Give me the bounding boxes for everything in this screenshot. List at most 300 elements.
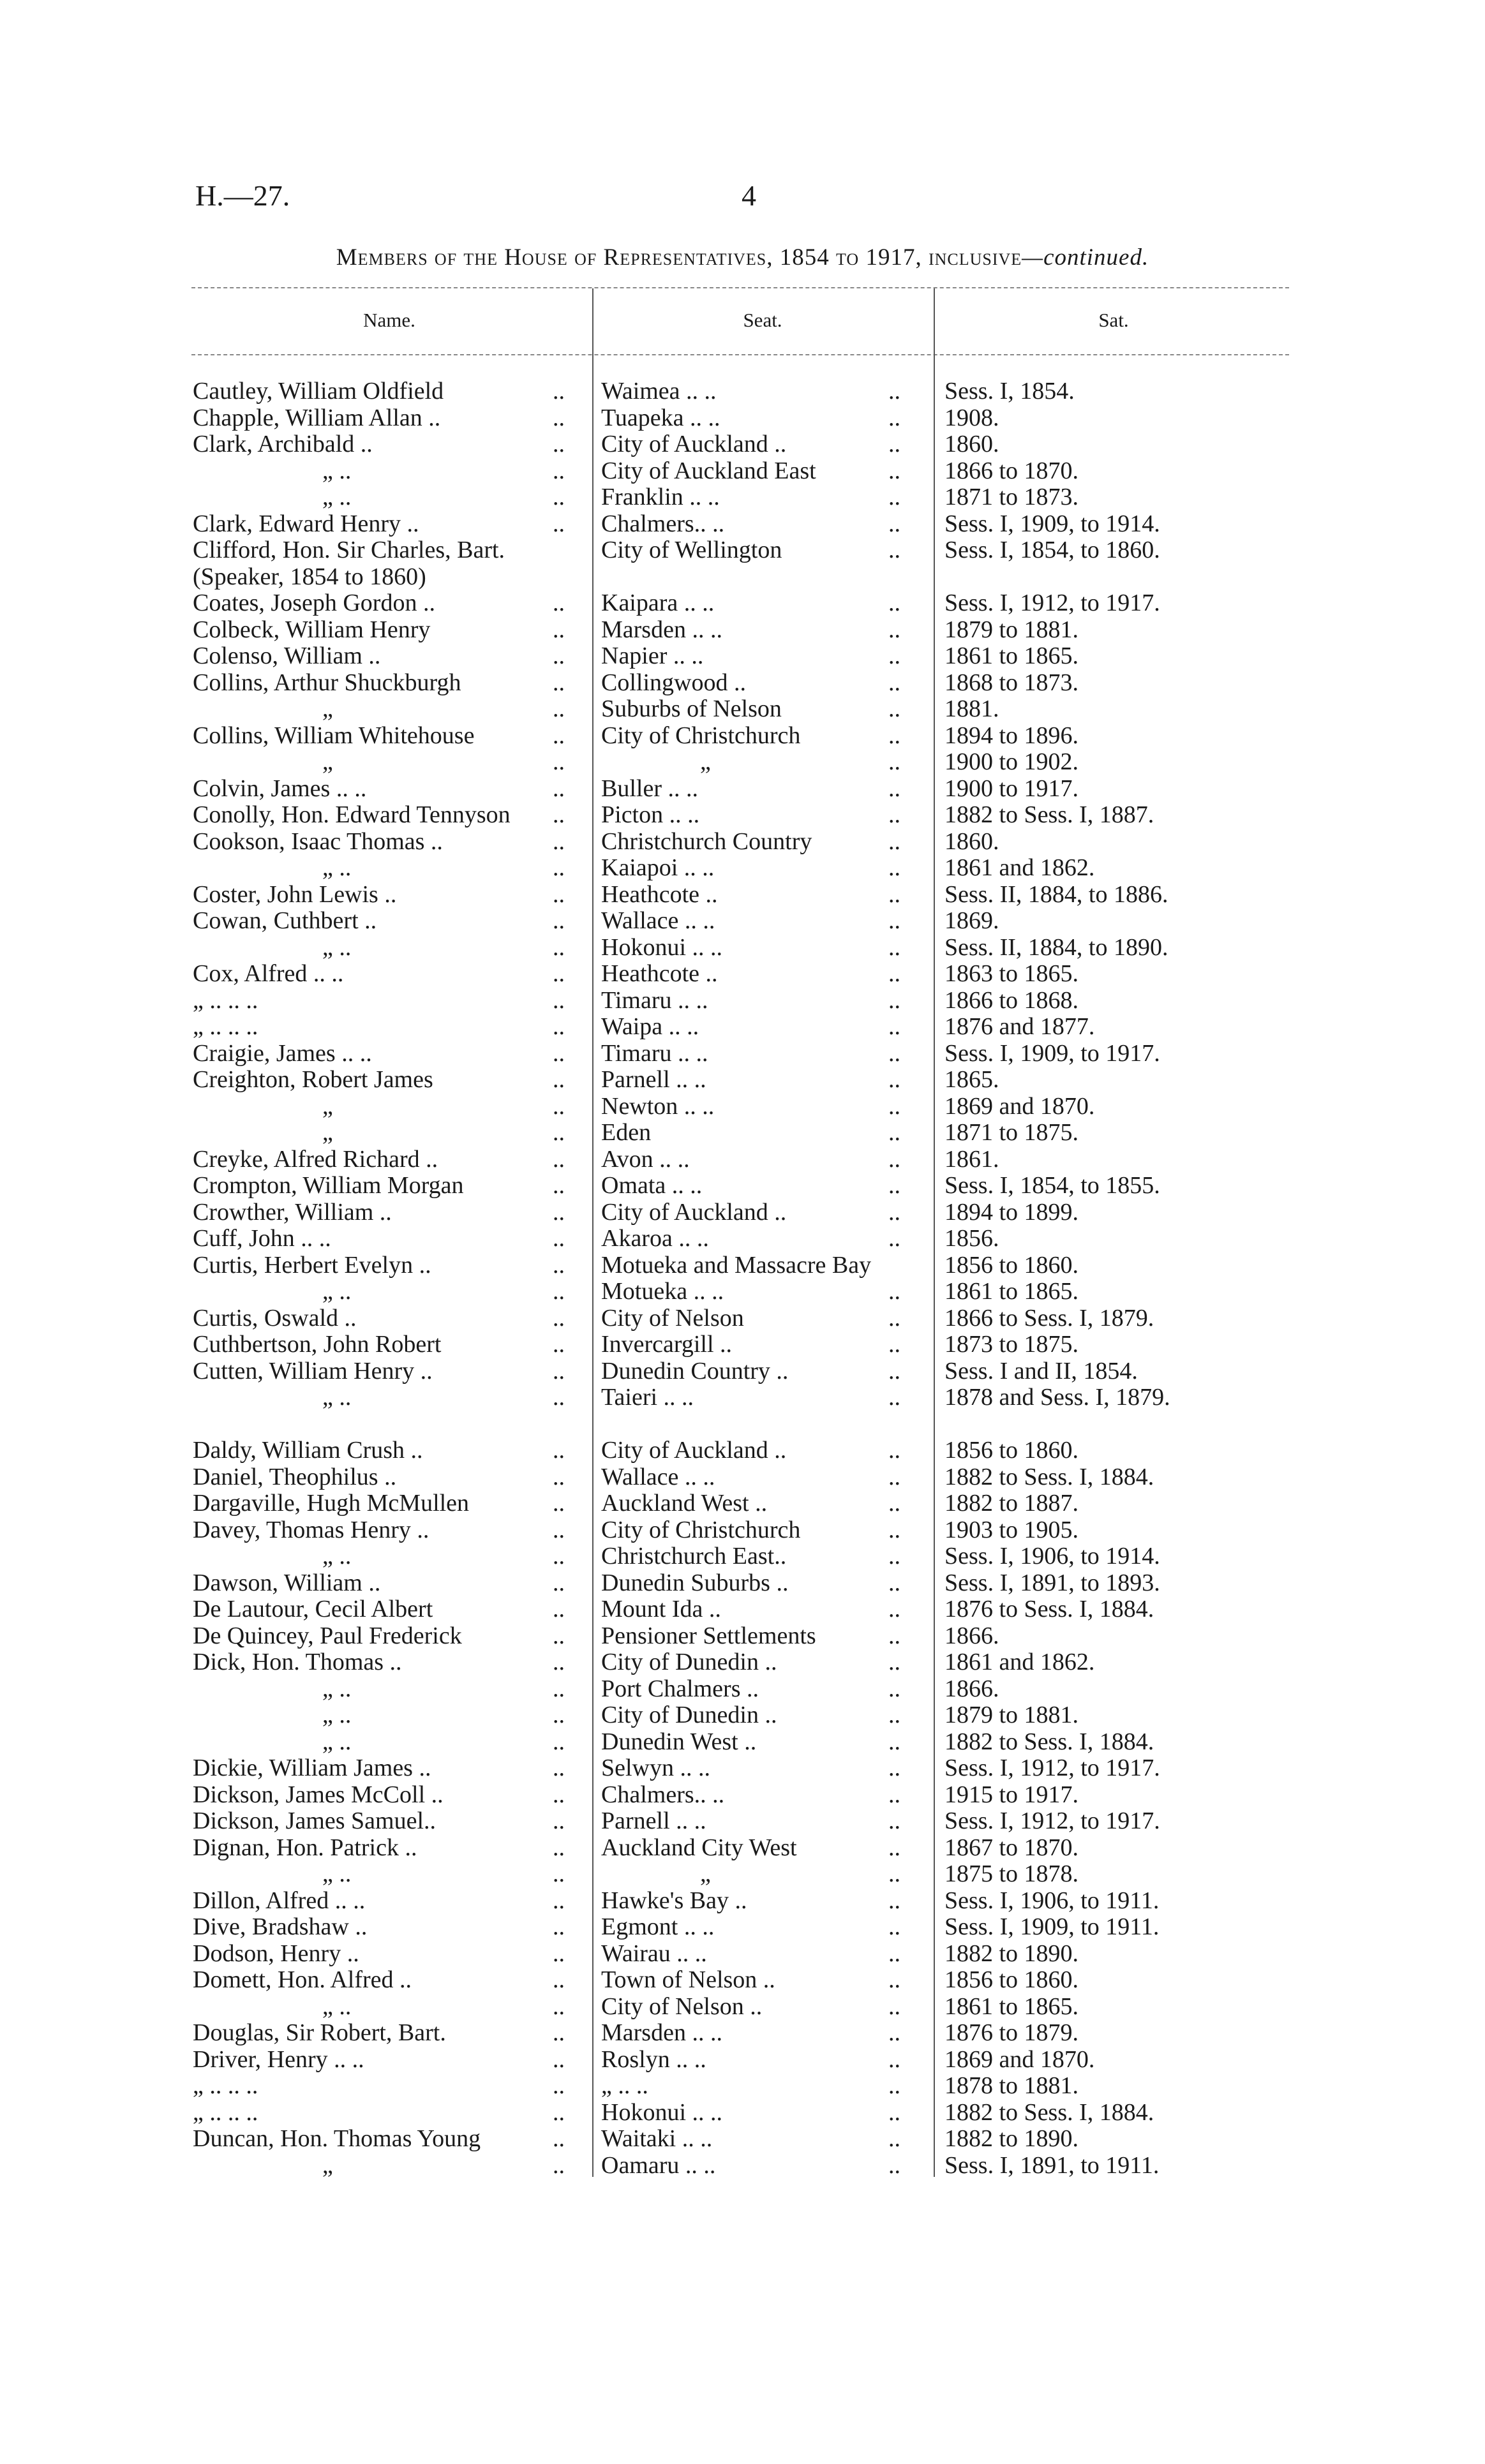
name-leader-dots: .. xyxy=(553,1622,565,1649)
sat-period: 1900 to 1902. xyxy=(944,748,1079,775)
sat-period: Sess. I, 1906, to 1914. xyxy=(944,1543,1160,1570)
name-leader-dots: .. xyxy=(553,1913,565,1940)
table-row xyxy=(0,1755,1485,1782)
table-row xyxy=(0,749,1485,776)
sat-period: 1882 to 1890. xyxy=(944,2125,1079,2152)
member-name: Dawson, William .. xyxy=(193,1569,381,1596)
members-table xyxy=(0,378,1485,2179)
table-row xyxy=(0,2126,1485,2153)
seat-leader-dots: .. xyxy=(888,854,900,881)
name-leader-dots: .. xyxy=(553,1304,565,1332)
sat-period: Sess. I, 1891, to 1893. xyxy=(944,1569,1160,1596)
table-row xyxy=(0,1041,1485,1067)
name-leader-dots: .. xyxy=(553,1039,565,1067)
seat-leader-dots: .. xyxy=(888,537,900,563)
table-row xyxy=(0,1120,1485,1147)
seat-leader-dots: .. xyxy=(888,960,900,987)
name-leader-dots: .. xyxy=(553,484,565,510)
seat-name: Chalmers.. .. xyxy=(601,1781,725,1808)
seat-name: Dunedin West .. xyxy=(601,1728,757,1755)
member-name: „ .. xyxy=(322,933,352,961)
name-leader-dots: .. xyxy=(553,1013,565,1040)
sat-period: 1882 to Sess. I, 1887. xyxy=(944,801,1154,828)
seat-leader-dots: .. xyxy=(888,1728,900,1755)
name-leader-dots: .. xyxy=(553,1887,565,1914)
member-name: „ .. xyxy=(322,484,352,510)
member-name: „ xyxy=(322,1119,333,1146)
title-main: Members of the House of Representatives, 1854 to 1917, inclusive xyxy=(336,244,1022,271)
seat-leader-dots: .. xyxy=(888,1702,900,1728)
name-leader-dots: .. xyxy=(553,801,565,828)
table-row xyxy=(0,670,1485,697)
table-row xyxy=(0,643,1485,670)
name-leader-dots: .. xyxy=(553,590,565,616)
sat-period: 1856 to 1860. xyxy=(944,1251,1079,1279)
seat-leader-dots: .. xyxy=(888,1887,900,1914)
seat-name: Marsden .. .. xyxy=(601,616,722,643)
table-row xyxy=(0,1570,1485,1597)
table-row xyxy=(0,484,1485,511)
member-name: Clark, Edward Henry .. xyxy=(193,510,419,537)
table-row xyxy=(0,935,1485,961)
member-name: Colbeck, William Henry xyxy=(193,616,431,643)
table-row xyxy=(0,617,1485,644)
seat-leader-dots: .. xyxy=(888,933,900,961)
seat-leader-dots: .. xyxy=(888,1755,900,1781)
sat-period: 1882 to 1887. xyxy=(944,1490,1079,1517)
table-row xyxy=(0,1332,1485,1358)
document-reference: H.—27. xyxy=(195,179,290,212)
name-leader-dots: .. xyxy=(553,1225,565,1252)
table-row xyxy=(0,2073,1485,2100)
seat-name: Omata .. .. xyxy=(601,1172,703,1199)
sat-period: Sess. I, 1912, to 1917. xyxy=(944,590,1160,616)
seat-leader-dots: .. xyxy=(888,1675,900,1702)
name-leader-dots: .. xyxy=(553,1172,565,1199)
member-name: Dickie, William James .. xyxy=(193,1755,431,1781)
seat-name: Waitaki .. .. xyxy=(601,2125,713,2152)
seat-name: Dunedin Country .. xyxy=(601,1357,789,1384)
sat-period: 1865. xyxy=(944,1066,999,1093)
seat-name: Heathcote .. xyxy=(601,880,718,908)
member-name: Dargaville, Hugh McMullen xyxy=(193,1490,470,1517)
member-name: Duncan, Hon. Thomas Young xyxy=(193,2125,481,2152)
member-name: „ .. .. .. xyxy=(193,2072,258,2099)
seat-leader-dots: .. xyxy=(888,1013,900,1040)
seat-leader-dots: .. xyxy=(888,828,900,855)
name-leader-dots: .. xyxy=(553,828,565,855)
member-name: Coster, John Lewis .. xyxy=(193,880,397,908)
name-leader-dots: .. xyxy=(553,669,565,696)
sat-period: 1856. xyxy=(944,1225,999,1252)
seat-leader-dots: .. xyxy=(888,378,900,404)
column-header-sat: Sat. xyxy=(1098,309,1129,331)
name-leader-dots: .. xyxy=(553,960,565,987)
name-leader-dots: .. xyxy=(553,1357,565,1384)
name-leader-dots: .. xyxy=(553,616,565,643)
table-row xyxy=(0,1914,1485,1941)
seat-name: Waimea .. .. xyxy=(601,378,717,404)
seat-name: Selwyn .. .. xyxy=(601,1755,710,1781)
name-leader-dots: .. xyxy=(553,854,565,881)
member-name: Dick, Hon. Thomas .. xyxy=(193,1649,402,1675)
seat-leader-dots: .. xyxy=(888,616,900,643)
member-name: „ .. xyxy=(322,1993,352,2020)
table-row xyxy=(0,2100,1485,2126)
member-name: „ .. xyxy=(322,457,352,484)
name-leader-dots: .. xyxy=(553,1251,565,1279)
seat-leader-dots: .. xyxy=(888,1066,900,1093)
member-name: Craigie, James .. .. xyxy=(193,1039,372,1067)
seat-leader-dots: .. xyxy=(888,1304,900,1332)
table-row xyxy=(0,1464,1485,1491)
sat-period: 1861 to 1865. xyxy=(944,1278,1079,1305)
seat-name: City of Wellington xyxy=(601,537,782,563)
sat-period: Sess. I, 1854, to 1855. xyxy=(944,1172,1160,1199)
seat-name: Hokonui .. .. xyxy=(601,933,722,961)
name-leader-dots: .. xyxy=(553,1993,565,2020)
seat-name: Collingwood .. xyxy=(601,669,746,696)
sat-period: 1856 to 1860. xyxy=(944,1966,1079,1993)
table-row xyxy=(0,1252,1485,1279)
member-name: Dignan, Hon. Patrick .. xyxy=(193,1834,417,1861)
name-leader-dots: .. xyxy=(553,775,565,802)
seat-name: City of Nelson xyxy=(601,1304,744,1332)
name-leader-dots: .. xyxy=(553,1463,565,1490)
seat-name: Town of Nelson .. xyxy=(601,1966,775,1993)
table-row xyxy=(0,1094,1485,1120)
member-name: Domett, Hon. Alfred .. xyxy=(193,1966,412,1993)
seat-name: City of Nelson .. xyxy=(601,1993,763,2020)
member-name: Clark, Archibald .. xyxy=(193,431,373,457)
sat-period: Sess. I, 1912, to 1917. xyxy=(944,1755,1160,1781)
table-row xyxy=(0,1941,1485,1968)
member-name: Daldy, William Crush .. xyxy=(193,1437,423,1464)
sat-period: 1882 to 1890. xyxy=(944,1940,1079,1967)
table-row xyxy=(0,1835,1485,1862)
page-number: 4 xyxy=(742,179,756,212)
sat-period: 1861 and 1862. xyxy=(944,854,1095,881)
seat-leader-dots: .. xyxy=(888,1331,900,1358)
name-leader-dots: .. xyxy=(553,457,565,484)
seat-name: Timaru .. .. xyxy=(601,1039,708,1067)
sat-period: 1915 to 1917. xyxy=(944,1781,1079,1808)
table-row xyxy=(0,1199,1485,1226)
seat-name: „ .. .. xyxy=(601,2072,648,2099)
name-leader-dots: .. xyxy=(553,1490,565,1517)
sat-period: 1861 to 1865. xyxy=(944,1993,1079,2020)
member-name: Chapple, William Allan .. xyxy=(193,404,441,431)
member-name: Curtis, Oswald .. xyxy=(193,1304,357,1332)
table-row xyxy=(0,1014,1485,1041)
sat-period: 1866. xyxy=(944,1675,999,1702)
name-leader-dots: .. xyxy=(553,431,565,457)
seat-leader-dots: .. xyxy=(888,1649,900,1675)
member-name: Coates, Joseph Gordon .. xyxy=(193,590,435,616)
seat-leader-dots: .. xyxy=(888,1622,900,1649)
name-leader-dots: .. xyxy=(553,907,565,934)
sat-period: 1876 and 1877. xyxy=(944,1013,1095,1040)
sat-period: 1878 and Sess. I, 1879. xyxy=(944,1384,1170,1411)
seat-leader-dots: .. xyxy=(888,1569,900,1596)
sat-period: 1860. xyxy=(944,431,999,457)
member-name: Cox, Alfred .. .. xyxy=(193,960,344,987)
seat-leader-dots: .. xyxy=(888,1384,900,1411)
seat-name: Wallace .. .. xyxy=(601,1463,715,1490)
seat-leader-dots: .. xyxy=(888,1993,900,2020)
seat-name: Pensioner Settlements xyxy=(601,1622,816,1649)
sat-period: 1876 to 1879. xyxy=(944,2019,1079,2046)
table-row xyxy=(0,1147,1485,1173)
name-leader-dots: .. xyxy=(553,722,565,749)
name-leader-dots: .. xyxy=(553,2019,565,2046)
seat-leader-dots: .. xyxy=(888,1145,900,1173)
name-leader-dots: .. xyxy=(553,1278,565,1305)
seat-leader-dots: .. xyxy=(888,590,900,616)
name-leader-dots: .. xyxy=(553,1834,565,1861)
table-row xyxy=(0,405,1485,432)
member-name: „ xyxy=(322,1092,333,1120)
member-name: Dodson, Henry .. xyxy=(193,1940,359,1967)
table-row xyxy=(0,1358,1485,1385)
sat-period: 1873 to 1875. xyxy=(944,1331,1079,1358)
seat-name: City of Christchurch xyxy=(601,722,801,749)
seat-name: Suburbs of Nelson xyxy=(601,695,782,722)
seat-leader-dots: .. xyxy=(888,695,900,722)
sat-period: 1875 to 1878. xyxy=(944,1860,1079,1887)
name-leader-dots: .. xyxy=(553,986,565,1014)
seat-leader-dots: .. xyxy=(888,907,900,934)
sat-period: 1876 to Sess. I, 1884. xyxy=(944,1596,1154,1622)
table-row xyxy=(0,537,1485,590)
seat-leader-dots: .. xyxy=(888,722,900,749)
table-row xyxy=(0,1437,1485,1464)
seat-name: Christchurch East.. xyxy=(601,1543,787,1570)
member-name: „ .. .. .. xyxy=(193,1013,258,1040)
seat-leader-dots: .. xyxy=(888,2125,900,2152)
member-name: Colenso, William .. xyxy=(193,642,381,669)
name-leader-dots: .. xyxy=(553,2151,565,2179)
seat-leader-dots: .. xyxy=(888,1119,900,1146)
seat-name: Taieri .. .. xyxy=(601,1384,694,1411)
sat-period: 1861 and 1862. xyxy=(944,1649,1095,1675)
table-row xyxy=(0,1490,1485,1517)
member-name: Driver, Henry .. .. xyxy=(193,2045,364,2073)
seat-leader-dots: .. xyxy=(888,1172,900,1199)
seat-name: Dunedin Suburbs .. xyxy=(601,1569,789,1596)
seat-name: Akaroa .. .. xyxy=(601,1225,709,1252)
seat-leader-dots: .. xyxy=(888,1092,900,1120)
seat-name: City of Christchurch xyxy=(601,1516,801,1543)
sat-period: 1869. xyxy=(944,907,999,934)
table-row xyxy=(0,1676,1485,1703)
member-note: (Speaker, 1854 to 1860) xyxy=(193,563,426,590)
table-row xyxy=(0,988,1485,1014)
table-row xyxy=(0,1067,1485,1094)
seat-name: Invercargill .. xyxy=(601,1331,733,1358)
page-title xyxy=(0,244,1485,271)
sat-period: 1894 to 1896. xyxy=(944,722,1079,749)
sat-period: Sess. I, 1909, to 1914. xyxy=(944,510,1160,537)
seat-leader-dots: .. xyxy=(888,775,900,802)
seat-name: Hokonui .. .. xyxy=(601,2098,722,2126)
name-leader-dots: .. xyxy=(553,2125,565,2152)
column-header-seat: Seat. xyxy=(743,309,782,331)
seat-leader-dots: .. xyxy=(888,1913,900,1940)
seat-name: Wallace .. .. xyxy=(601,907,715,934)
seat-leader-dots: .. xyxy=(888,404,900,431)
table-row xyxy=(0,882,1485,909)
sat-period: 1882 to Sess. I, 1884. xyxy=(944,1463,1154,1490)
member-name: Dillon, Alfred .. .. xyxy=(193,1887,366,1914)
seat-name: City of Dunedin .. xyxy=(601,1649,777,1675)
sat-period: 1908. xyxy=(944,404,999,431)
name-leader-dots: .. xyxy=(553,1569,565,1596)
table-row xyxy=(0,829,1485,856)
name-leader-dots: .. xyxy=(553,1807,565,1834)
seat-name: Heathcote .. xyxy=(601,960,718,987)
table-row xyxy=(0,1994,1485,2021)
name-leader-dots: .. xyxy=(553,1198,565,1226)
member-name: Cutten, William Henry .. xyxy=(193,1357,433,1384)
name-leader-dots: .. xyxy=(553,933,565,961)
sat-period: Sess. II, 1884, to 1890. xyxy=(944,933,1168,961)
member-name: Cowan, Cuthbert .. xyxy=(193,907,377,934)
seat-leader-dots: .. xyxy=(888,1596,900,1622)
name-leader-dots: .. xyxy=(553,1755,565,1781)
seat-name: Tuapeka .. .. xyxy=(601,404,720,431)
member-name: Daniel, Theophilus .. xyxy=(193,1463,397,1490)
sat-period: 1866 to 1868. xyxy=(944,986,1079,1014)
table-row xyxy=(0,1517,1485,1544)
seat-name: Napier .. .. xyxy=(601,642,704,669)
table-row xyxy=(0,1596,1485,1623)
name-leader-dots: .. xyxy=(553,1066,565,1093)
sat-period: 1860. xyxy=(944,828,999,855)
table-row xyxy=(0,1861,1485,1888)
member-name-main: Clifford, Hon. Sir Charles, Bart. xyxy=(193,537,505,563)
sat-period: 1879 to 1881. xyxy=(944,1702,1079,1728)
member-name: Crompton, William Morgan xyxy=(193,1172,464,1199)
sat-period: Sess. II, 1884, to 1886. xyxy=(944,880,1168,908)
name-leader-dots: .. xyxy=(553,1940,565,1967)
header-top-rule xyxy=(191,287,1289,288)
seat-leader-dots: .. xyxy=(888,748,900,775)
name-leader-dots: .. xyxy=(553,2072,565,2099)
table-row xyxy=(0,2047,1485,2074)
member-name: „ .. xyxy=(322,1543,352,1570)
name-leader-dots: .. xyxy=(553,1860,565,1887)
seat-leader-dots: .. xyxy=(888,510,900,537)
sat-period: 1894 to 1899. xyxy=(944,1198,1079,1226)
table-row xyxy=(0,1808,1485,1835)
seat-leader-dots: .. xyxy=(888,880,900,908)
name-leader-dots: .. xyxy=(553,1781,565,1808)
member-name: „ .. xyxy=(322,1278,352,1305)
sat-period: 1871 to 1873. xyxy=(944,484,1079,510)
seat-name: Kaipara .. .. xyxy=(601,590,715,616)
member-name: Creyke, Alfred Richard .. xyxy=(193,1145,438,1173)
seat-leader-dots: .. xyxy=(888,1543,900,1570)
member-name: Creighton, Robert James xyxy=(193,1066,433,1093)
sat-period: 1867 to 1870. xyxy=(944,1834,1079,1861)
member-name: Cookson, Isaac Thomas .. xyxy=(193,828,443,855)
sat-period: 1882 to Sess. I, 1884. xyxy=(944,1728,1154,1755)
seat-name: Oamaru .. .. xyxy=(601,2151,716,2179)
seat-leader-dots: .. xyxy=(888,1039,900,1067)
seat-leader-dots: .. xyxy=(888,1834,900,1861)
seat-leader-dots: .. xyxy=(888,1490,900,1517)
seat-name: Timaru .. .. xyxy=(601,986,708,1014)
member-name: Douglas, Sir Robert, Bart. xyxy=(193,2019,446,2046)
sat-period: Sess. I, 1912, to 1917. xyxy=(944,1807,1160,1834)
seat-name: City of Auckland .. xyxy=(601,1198,787,1226)
seat-name: Christchurch Country xyxy=(601,828,812,855)
seat-leader-dots: .. xyxy=(888,2045,900,2073)
seat-leader-dots: .. xyxy=(888,2151,900,2179)
seat-name: Egmont .. .. xyxy=(601,1913,715,1940)
seat-name: City of Auckland .. xyxy=(601,1437,787,1464)
seat-name: Marsden .. .. xyxy=(601,2019,722,2046)
seat-leader-dots: .. xyxy=(888,1357,900,1384)
table-row xyxy=(0,1226,1485,1252)
sat-period: 1863 to 1865. xyxy=(944,960,1079,987)
sat-period: 1878 to 1881. xyxy=(944,2072,1079,2099)
sat-period: 1866. xyxy=(944,1622,999,1649)
sat-period: Sess. I, 1909, to 1917. xyxy=(944,1039,1160,1067)
sat-period: 1861. xyxy=(944,1145,999,1173)
sat-period: 1869 and 1870. xyxy=(944,2045,1095,2073)
sat-period: 1871 to 1875. xyxy=(944,1119,1079,1146)
seat-leader-dots: .. xyxy=(888,431,900,457)
table-row xyxy=(0,961,1485,988)
seat-leader-dots: .. xyxy=(888,1198,900,1226)
member-name: Conolly, Hon. Edward Tennyson xyxy=(193,801,511,828)
seat-leader-dots: .. xyxy=(888,1860,900,1887)
name-leader-dots: .. xyxy=(553,1728,565,1755)
seat-name: Kaiapoi .. .. xyxy=(601,854,715,881)
seat-leader-dots: .. xyxy=(888,1516,900,1543)
table-row xyxy=(0,378,1485,405)
member-name: Collins, William Whitehouse xyxy=(193,722,475,749)
sat-period: 1879 to 1881. xyxy=(944,616,1079,643)
table-row xyxy=(0,723,1485,750)
member-name: Collins, Arthur Shuckburgh xyxy=(193,669,461,696)
table-row xyxy=(0,908,1485,935)
seat-leader-dots: .. xyxy=(888,1966,900,1993)
seat-name: Auckland City West xyxy=(601,1834,797,1861)
sat-period: 1866 to Sess. I, 1879. xyxy=(944,1304,1154,1332)
sat-period: Sess. I, 1854. xyxy=(944,378,1075,404)
sat-period: 1861 to 1865. xyxy=(944,642,1079,669)
seat-name: City of Auckland .. xyxy=(601,431,787,457)
seat-name: Franklin .. .. xyxy=(601,484,720,510)
seat-leader-dots: .. xyxy=(888,2072,900,2099)
member-name: „ xyxy=(322,748,333,775)
seat-leader-dots: .. xyxy=(888,1278,900,1305)
member-name: Dive, Bradshaw .. xyxy=(193,1913,368,1940)
member-name: Cuthbertson, John Robert xyxy=(193,1331,442,1358)
name-leader-dots: .. xyxy=(553,880,565,908)
sat-period: Sess. I and II, 1854. xyxy=(944,1357,1138,1384)
seat-leader-dots: .. xyxy=(888,642,900,669)
table-row xyxy=(0,1543,1485,1570)
name-leader-dots: .. xyxy=(553,378,565,404)
member-name: „ .. xyxy=(322,1860,352,1887)
member-name: „ .. xyxy=(322,1384,352,1411)
name-leader-dots: .. xyxy=(553,1649,565,1675)
name-leader-dots: .. xyxy=(553,1331,565,1358)
